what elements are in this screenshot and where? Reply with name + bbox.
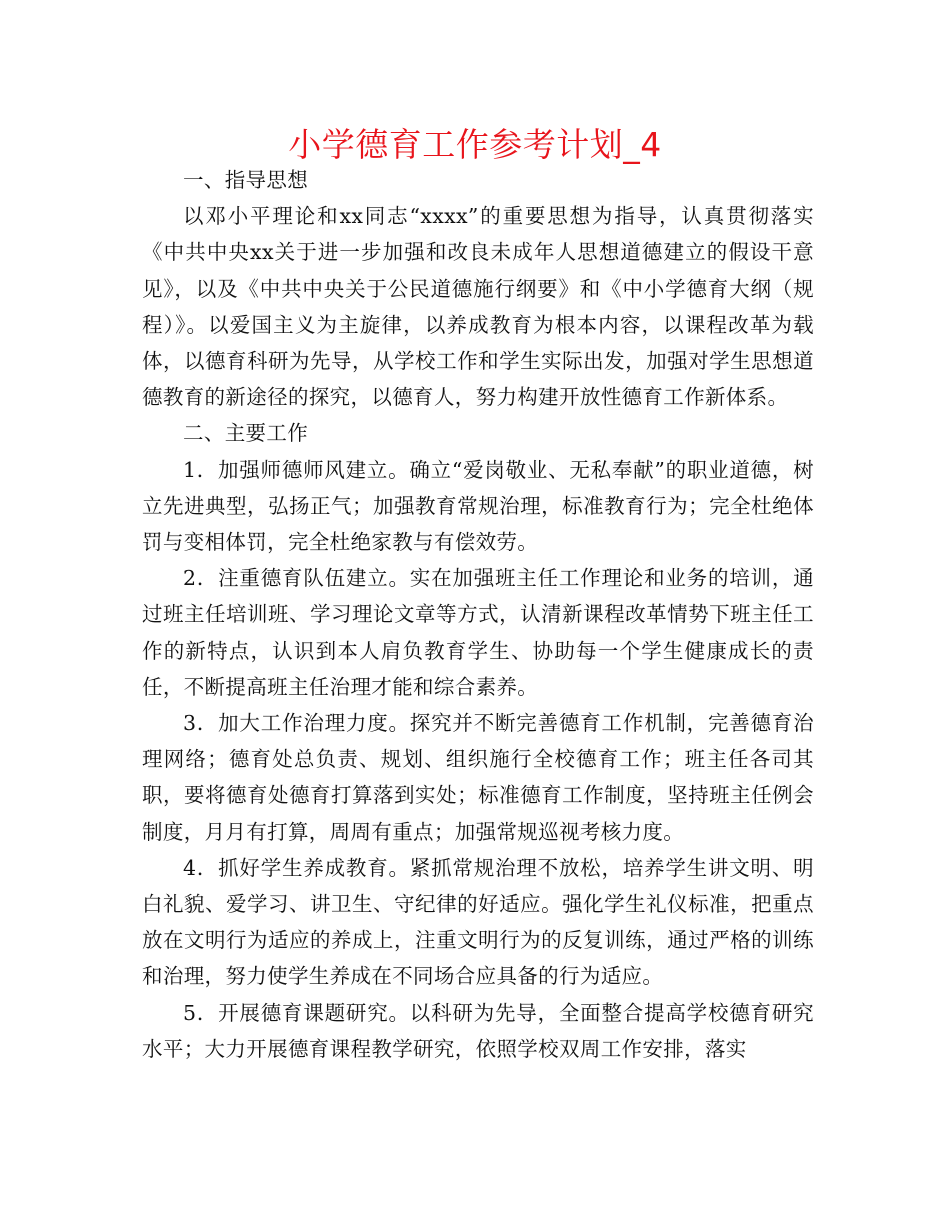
document-title: 小学德育工作参考计划_4	[288, 125, 662, 164]
paragraph-item-2: 2．注重德育队伍建立。实在加强班主任工作理论和业务的培训，通过班主任培训班、学习理论文章等方式，认清新课程改革情势下班主任工作的新特点，认识到本人肩负教育学生、协助每一个学生健康成长的责任，不断提高班主任治理才能和综合素养。	[142, 566, 814, 699]
section-heading-main-work: 二、主要工作	[183, 421, 309, 446]
document-body	[142, 162, 814, 1067]
paragraph-item-4: 4．抓好学生养成教育。紧抓常规治理不放松，培养学生讲文明、明白礼貌、爱学习、讲卫生、守纪律的好适应。强化学生礼仪标准，把重点放在文明行为适应的养成上，注重文明行为的反复训练，通过严格的训练和治理，努力使学生养成在不同场合应具备的行为适应。	[142, 855, 814, 989]
paragraph-item-5: 5．开展德育课题研究。以科研为先导，全面整合提高学校德育研究水平；大力开展德育课程教学研究，依照学校双周工作安排，落实	[142, 1000, 814, 1061]
paragraph-item-1: 1．加强师德师风建立。确立“爱岗敬业、无私奉献”的职业道德，树立先进典型，弘扬正气；加强教育常规治理，标准教育行为；完全杜绝体罚与变相体罚，完全杜绝家教与有偿效劳。	[142, 457, 814, 555]
section-heading-guiding-ideology: 一、指导思想	[183, 168, 309, 192]
paragraph-guiding-ideology: 以邓小平理论和xx同志“xxxx”的重要思想为指导，认真贯彻落实《中共中央xx关于进一步加强和改良未成年人思想道德建立的假设干意见》，以及《中共中央关于公民道德施行纲要》和《中小学德育大纲（规程）》。以爱国主义为主旋律，以养成教育为根本内容，以课程改革为载体，以德育科研为先导，从学校工作和学生实际出发，加强对学生思想道德教育的新途径的探究，以德育人，努力构建开放性德育工作新体系。	[142, 204, 814, 410]
paragraph-item-3: 3．加大工作治理力度。探究并不断完善德育工作机制，完善德育治理网络；德育处总负责、规划、组织施行全校德育工作；班主任各司其职，要将德育处德育打算落到实处；标准德育工作制度，坚持班主任例会制度，月月有打算，周周有重点；加强常规巡视考核力度。	[142, 711, 814, 844]
